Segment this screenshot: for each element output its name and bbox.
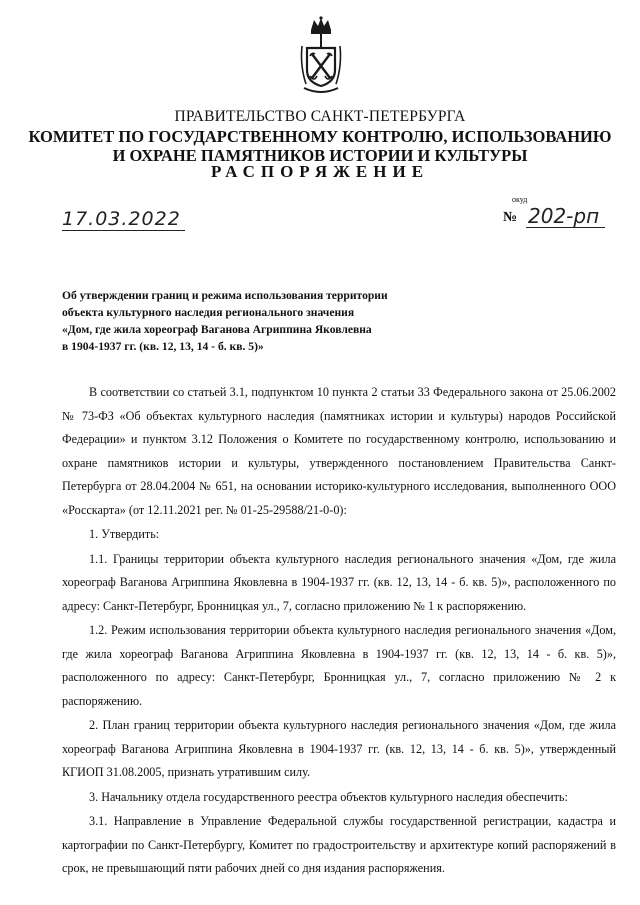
preamble-paragraph: В соответствии со статьей 3.1, подпунктом 10 пункта 2 статьи 33 Федерального закона от 25.06.2002 № 73-ФЗ «Об объектах культурного наследия (памятниках истории и культуры) народов Российской Федерации» и пунктом 3.12 Положения о Комитете по государственному контролю, использованию и охране памятников истории и культуры, утвержденного постановлением Правительства Санкт-Петербурга от 28.04.2004 № 651, на основании историко-культурного исследования, выполненного ООО «Росскарта» (от 12.11.2021 рег. № 01-25-29588/21-0-0): <box>62 385 616 517</box>
clause-1-1: 1.1. Границы территории объекта культурного наследия регионального значения «Дом, где жила хореограф Ваганова Агриппина Яковлевна в 1904-1937 гг. (кв. 12, 13, 14 - б. кв. 5)», расположенного по адресу: Санкт-Петербург, Бронницкая ул., 7, согласно приложению № 1 к распоряжению. <box>62 551 616 613</box>
subject-line: «Дом, где жила хореограф Ваганова Агриппина Яковлевна <box>62 323 372 336</box>
clause-2: 2. План границ территории объекта культурного наследия регионального значения «Дом, где жила хореограф Ваганова Агриппина Яковлевна в 1904-1937 гг. (кв. 12, 13, 14 - б. кв. 5)», утвержденный КГИОП 31.08.2005, признать утратившим силу. <box>62 718 616 779</box>
committee-title <box>0 127 640 165</box>
okud-label: окуд <box>512 195 528 204</box>
document-date: 17.03.2022 <box>62 208 185 231</box>
number-sign: № <box>503 210 518 225</box>
clause-1: 1. Утвердить: <box>89 527 160 541</box>
document-number: 202-рп <box>526 205 605 228</box>
clause-3-1: 3.1. Направление в Управление Федеральной службы государственной регистрации, кадастра и картографии по Санкт-Петербургу, Комитет по градостроительству и архитектуре копий распоряжений в срок, не превышающий пяти рабочих дней со дня издания распоряжения. <box>62 814 616 875</box>
document-type: РАСПОРЯЖЕНИЕ <box>210 162 430 181</box>
government-title: ПРАВИТЕЛЬСТВО САНКТ-ПЕТЕРБУРГА <box>174 108 466 125</box>
subject-line: в 1904-1937 гг. (кв. 12, 13, 14 - б. кв. 5)» <box>62 340 264 353</box>
clause-1-2: 1.2. Режим использования территории объекта культурного наследия регионального значения «Дом, где жила хореограф Ваганова Агриппина Яковлевна в 1904-1937 гг. (кв. 12, 13, 14 - б. кв. 5)», расположенного по адресу: Санкт-Петербург, Бронницкая ул., 7, согласно приложению № 2 к распоряжению. <box>62 623 616 708</box>
document-body <box>62 381 616 881</box>
clause-3: 3. Начальнику отдела государственного реестра объектов культурного наследия обеспечить: <box>89 789 568 804</box>
subject-line: Об утверждении границ и режима использования территории <box>62 289 388 302</box>
coat-of-arms-icon <box>298 16 344 94</box>
committee-title-line2: И ОХРАНЕ ПАМЯТНИКОВ ИСТОРИИ И КУЛЬТУРЫ <box>112 146 528 165</box>
subject-line: объекта культурного наследия регионального значения <box>62 306 355 319</box>
subject-block <box>62 287 482 355</box>
committee-title-line1: КОМИТЕТ ПО ГОСУДАРСТВЕННОМУ КОНТРОЛЮ, ИСПОЛЬЗОВАНИЮ <box>28 127 612 146</box>
